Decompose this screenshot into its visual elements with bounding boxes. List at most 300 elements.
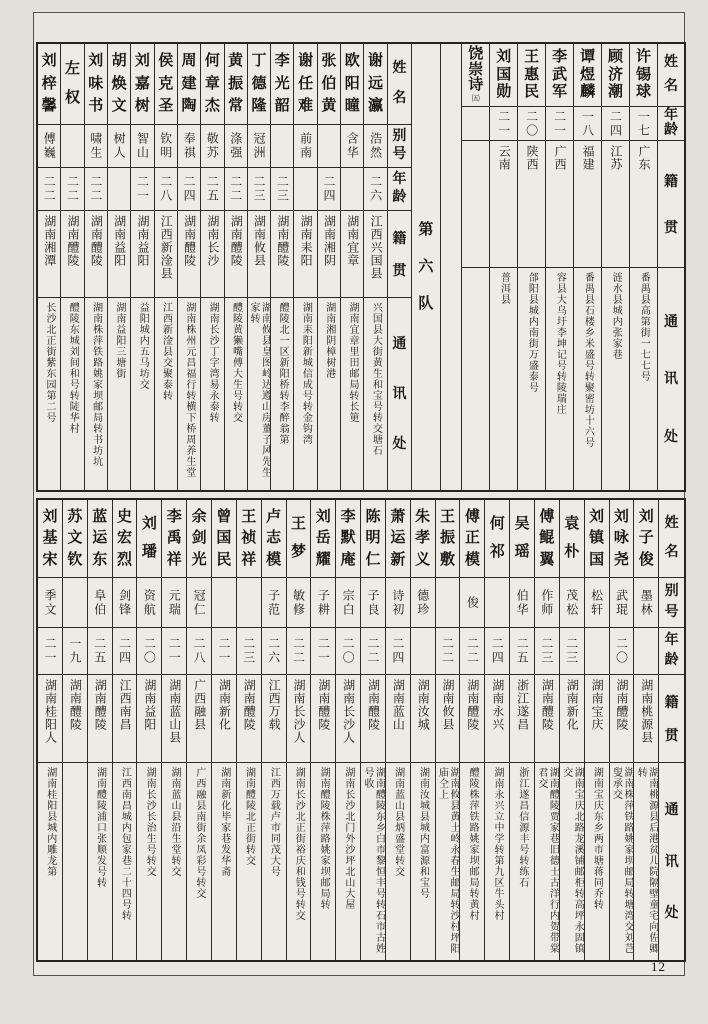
char: 处	[392, 437, 407, 452]
char: 李	[340, 508, 356, 525]
char: 曈	[344, 97, 360, 114]
name-cell	[341, 44, 363, 124]
name-cell	[490, 44, 517, 106]
person-origin-text: 湖南醴陵	[93, 679, 108, 731]
char: 克	[158, 75, 174, 92]
origin-cell	[155, 210, 177, 297]
person-address-text: 益阳城内五马坊交	[137, 302, 149, 390]
header-origin-label	[659, 679, 684, 762]
char: 籍	[392, 232, 407, 247]
char: 军	[552, 84, 568, 101]
char: 李	[552, 48, 568, 65]
person-column	[60, 44, 83, 490]
name-cell	[585, 500, 609, 577]
person-origin-text: 湖南新化	[565, 679, 580, 731]
char: 诗	[468, 76, 484, 93]
person-name	[411, 503, 435, 574]
char: 剑	[191, 530, 207, 546]
person-name	[436, 503, 460, 574]
person-column	[154, 44, 177, 490]
person-name	[63, 503, 87, 574]
person-name	[490, 47, 517, 103]
person-name	[131, 47, 153, 121]
char: 岳	[315, 530, 331, 546]
person-column	[62, 500, 87, 960]
char: 贯	[663, 220, 678, 236]
person-alias-text: 松轩	[589, 588, 604, 617]
person-address-text: 湖南株萍铁路姚家坝邮局转塘湾交刘芑叟承交	[610, 767, 633, 954]
origin-cell	[436, 674, 460, 762]
char: 刘	[315, 508, 331, 525]
person-column	[360, 500, 385, 960]
alias-cell	[364, 124, 386, 167]
char: 刘	[88, 53, 104, 70]
alias-cell	[271, 124, 293, 167]
char: 谢	[298, 53, 314, 70]
person-name	[630, 47, 657, 103]
name-cell	[485, 500, 509, 577]
char: 刘	[589, 508, 605, 525]
alias-cell	[38, 577, 62, 627]
char: 通	[663, 314, 678, 330]
address-cell	[659, 762, 684, 960]
age-cell	[361, 627, 385, 674]
char: 谭	[580, 48, 596, 65]
person-age-text: 二三	[275, 175, 290, 203]
person-name	[518, 47, 545, 103]
person-alias-text: 子耕	[316, 588, 331, 617]
char: 籍	[664, 696, 679, 712]
person-address-text: 醴陵黄獭嘴傅大生号转交	[230, 302, 242, 423]
char: 味	[88, 75, 104, 92]
person-address-text: 容县大乌圩李坤记号转陵瑞庄	[554, 272, 566, 415]
age-cell	[162, 627, 186, 674]
name-cell	[659, 500, 684, 577]
name-cell	[560, 500, 584, 577]
char: 苏	[67, 508, 83, 525]
origin-cell	[610, 674, 634, 762]
name-cell	[318, 44, 340, 124]
origin-cell	[388, 210, 411, 297]
age-cell	[560, 627, 584, 674]
person-age-text: 二一	[43, 637, 58, 665]
person-alias-text: 钦明	[158, 132, 173, 160]
header-column	[658, 500, 684, 960]
char: 许	[635, 48, 651, 65]
person-column	[609, 500, 634, 960]
origin-cell	[585, 674, 609, 762]
person-alias-text: 剑锋	[117, 588, 132, 617]
origin-cell	[336, 674, 360, 762]
char: 王	[440, 508, 456, 525]
char: 锡	[635, 66, 651, 83]
char: 龄	[663, 123, 678, 139]
char: 史	[117, 508, 133, 525]
person-alias-text: 傅巍	[42, 132, 57, 160]
person-origin-text: 湖南宜章	[345, 215, 360, 267]
person-name	[287, 503, 311, 574]
address-cell	[85, 297, 107, 490]
person-name	[546, 47, 573, 103]
age-cell	[155, 167, 177, 210]
person-address-text: 浙江遂昌信源丰号转练石	[516, 767, 528, 888]
person-alias-text: 树人	[112, 132, 127, 160]
alias-cell	[610, 577, 634, 627]
char: 煜	[580, 66, 596, 83]
char: 耀	[315, 551, 331, 568]
char: 庵	[340, 551, 356, 568]
origin-cell	[61, 210, 83, 297]
address-cell	[630, 267, 657, 490]
age-cell	[262, 627, 286, 674]
person-column	[559, 500, 584, 960]
address-cell	[602, 267, 629, 490]
person-name	[248, 47, 270, 121]
char: 烈	[117, 551, 133, 568]
char: 正	[464, 530, 480, 546]
char: 杰	[204, 97, 220, 114]
char: 处	[663, 429, 678, 445]
person-name	[88, 503, 112, 574]
person-origin-text: 湖南醴陵	[540, 679, 555, 731]
alias-cell	[411, 577, 435, 627]
name-cell	[630, 44, 657, 106]
char: 姓	[664, 516, 679, 532]
person-column	[211, 500, 236, 960]
header-age-label	[388, 168, 411, 210]
person-address-text: 湖南宝庆东乡两市塘蒋同乔转	[591, 767, 603, 910]
name-cell	[212, 500, 236, 577]
age-cell	[386, 627, 410, 674]
char: 号	[392, 147, 407, 163]
address-cell	[610, 762, 634, 960]
person-name	[113, 503, 137, 574]
person-age-text: 二一	[167, 637, 182, 665]
person-age-text: 二八	[158, 175, 173, 203]
alias-cell	[634, 577, 658, 627]
name-cell	[411, 500, 435, 577]
address-cell	[63, 762, 87, 960]
char: 咏	[613, 530, 629, 546]
person-origin-text: 湖南湘潭	[42, 215, 57, 267]
origin-cell	[271, 210, 293, 297]
person-alias-text: 子良	[366, 588, 380, 617]
person-column	[410, 500, 435, 960]
person-address-text: 湖南长沙长治生号转交	[144, 767, 156, 877]
name-cell	[518, 44, 545, 106]
person-address-text: 涟水县城内张家巷	[610, 272, 622, 360]
person-address-text: 湖南长沙北门外沙坪北山大屋	[342, 767, 354, 910]
char: 饶	[468, 46, 484, 63]
person-name	[510, 503, 534, 574]
person-name	[602, 47, 629, 103]
person-age-text: 二一	[135, 175, 150, 203]
char: 光	[191, 551, 207, 568]
age-cell	[546, 106, 573, 140]
roster-table-top	[36, 42, 686, 492]
char: 运	[390, 530, 406, 546]
char: 瑶	[514, 544, 530, 561]
person-address-text: 番禺县石楼乡米盛号转聚密坊十六号	[582, 272, 594, 448]
char: 梓	[41, 75, 57, 92]
alias-cell	[287, 577, 311, 627]
person-age-text: 二一	[496, 109, 511, 138]
person-age-text: 二二	[65, 175, 80, 203]
char: 讯	[392, 387, 407, 402]
alias-cell	[436, 577, 460, 627]
char: 王	[241, 508, 257, 525]
alias-cell	[535, 577, 559, 627]
alias-cell	[294, 124, 316, 167]
char: 刘	[42, 508, 58, 525]
person-alias-text: 敏修	[291, 588, 306, 617]
alias-cell	[510, 577, 534, 627]
address-cell	[108, 297, 130, 490]
char: 别	[392, 128, 407, 144]
alias-cell	[85, 124, 107, 167]
person-address-text: 湖南醴陵株萍路姚家坝邮局转	[318, 767, 330, 910]
person-age-text: 二四	[321, 175, 336, 203]
origin-cell	[658, 140, 684, 267]
person-name	[61, 47, 83, 121]
char: 顾	[608, 48, 624, 65]
name-cell	[336, 500, 360, 577]
char: 俊	[638, 551, 654, 568]
person-address-text: 湖南宝庆北路龙溪铺邮柜转高坪永固镇交	[560, 767, 584, 954]
char: 崇	[468, 61, 484, 78]
person-address-text: 湖南长沙丁字湾易永泰转	[207, 302, 219, 423]
char: 嘉	[134, 75, 150, 92]
age-cell	[341, 167, 363, 210]
origin-cell	[287, 674, 311, 762]
char: 通	[664, 803, 679, 819]
age-cell	[294, 167, 316, 210]
origin-cell	[361, 674, 385, 762]
person-origin-text: 湖南醴陵	[366, 679, 381, 731]
char: 欧	[344, 53, 360, 70]
person-name	[201, 47, 223, 121]
person-age-text: 二五	[205, 175, 220, 203]
name-cell	[248, 44, 270, 124]
person-age-text: 二一	[216, 637, 231, 665]
person-address-text: 广西融县南街余凤彩号转交	[193, 767, 205, 899]
address-cell	[535, 762, 559, 960]
char: 龄	[392, 190, 407, 206]
person-column	[200, 44, 223, 490]
char: 国	[589, 551, 605, 568]
roster-table-bottom	[36, 498, 686, 962]
age-cell	[187, 627, 211, 674]
name-cell	[108, 44, 130, 124]
origin-cell	[634, 674, 658, 762]
name-cell	[113, 500, 137, 577]
origin-cell	[187, 674, 211, 762]
origin-cell	[178, 210, 200, 297]
char: 蓝	[92, 508, 108, 525]
alias-cell	[386, 577, 410, 627]
alias-cell	[225, 124, 247, 167]
char: 李	[166, 508, 182, 525]
address-cell	[88, 762, 112, 960]
char: 朴	[564, 544, 580, 561]
person-alias-text: 冠洲	[252, 132, 266, 160]
age-cell	[88, 627, 112, 674]
person-address-text: 湖南株萍铁路姚家坝邮局转书坊坑	[90, 302, 102, 467]
address-cell	[460, 762, 484, 960]
char: 德	[251, 75, 267, 92]
person-origin-text: 湖南永兴	[490, 679, 505, 731]
age-cell	[248, 167, 270, 210]
alias-cell	[61, 124, 83, 167]
char: 济	[608, 66, 624, 83]
alias-cell	[131, 124, 153, 167]
char: 胡	[111, 53, 127, 70]
address-cell	[294, 297, 316, 490]
origin-cell	[535, 674, 559, 762]
person-name	[155, 47, 177, 121]
person-age-text: 二三	[252, 175, 266, 203]
char: 名	[664, 544, 679, 560]
char: 潮	[608, 84, 624, 101]
char: 禹	[166, 530, 182, 546]
person-column	[534, 500, 559, 960]
person-column	[584, 500, 609, 960]
person-alias-text: 含华	[345, 132, 360, 160]
name-cell	[155, 44, 177, 124]
address-cell	[388, 297, 411, 490]
person-age-text: 二六	[266, 637, 281, 665]
person-address-text: 湖南醴陵贾家巷旧德士古洋行内贺带棠君交	[535, 767, 559, 954]
person-address-text: 湖南湘阴樟树港	[323, 302, 335, 379]
origin-cell	[460, 674, 484, 762]
person-origin-text: 福建	[581, 145, 596, 171]
age-cell	[287, 627, 311, 674]
person-name	[361, 503, 385, 574]
person-origin-text: 湖南长沙	[205, 215, 220, 267]
char: 何	[204, 53, 220, 70]
origin-cell	[311, 674, 335, 762]
person-age-text: 二二	[440, 637, 455, 665]
alias-cell	[388, 124, 411, 167]
address-cell	[318, 297, 340, 490]
person-origin-text: 湖南新化	[217, 679, 232, 731]
char: 名	[392, 90, 407, 106]
char: 年	[664, 633, 679, 648]
header-column	[657, 44, 684, 490]
person-origin-text: 湖南醴陵	[89, 215, 104, 267]
name-cell	[386, 500, 410, 577]
name-cell	[262, 500, 286, 577]
char: 左	[64, 60, 80, 77]
address-cell	[262, 762, 286, 960]
person-origin-text: 湖南益阳	[135, 215, 150, 267]
name-cell	[162, 500, 186, 577]
char: 名	[663, 78, 678, 94]
person-column	[293, 44, 316, 490]
person-column	[286, 500, 311, 960]
person-column	[261, 500, 286, 960]
age-cell	[113, 627, 137, 674]
alias-cell	[659, 577, 684, 627]
char: 韶	[274, 97, 290, 114]
alias-cell	[178, 124, 200, 167]
alias-cell	[212, 577, 236, 627]
address-cell	[38, 297, 60, 490]
origin-cell	[411, 674, 435, 762]
char: 伯	[321, 75, 337, 92]
header-origin-label	[388, 215, 411, 297]
char: 黄	[321, 97, 337, 114]
name-cell	[38, 500, 62, 577]
person-origin-text: 湖南攸县	[252, 215, 267, 267]
alias-cell	[460, 577, 484, 627]
name-cell	[388, 44, 411, 124]
header-name-label	[658, 47, 684, 103]
char: 勋	[496, 84, 512, 101]
person-origin-text: 广东	[636, 145, 651, 171]
age-cell	[634, 627, 658, 674]
char: 球	[635, 84, 651, 101]
name-cell	[88, 500, 112, 577]
person-address-text: 湖南桃源县后港贫儿院隔壁童宅向佐卿转	[635, 767, 658, 954]
char: 璠	[141, 544, 157, 561]
address-cell	[287, 762, 311, 960]
name-cell	[361, 500, 385, 577]
char: 武	[552, 66, 568, 83]
person-alias-text: 浩然	[368, 132, 383, 160]
person-column	[459, 500, 484, 960]
char: 号	[664, 605, 679, 620]
address-cell	[485, 762, 509, 960]
person-column	[435, 500, 460, 960]
person-age-text: 二三	[539, 637, 554, 665]
char: 章	[204, 75, 220, 92]
person-address-text: 普洱县	[498, 272, 510, 305]
person-address-text: 湖南攸县皇图岭达遵山房董子风先生家转	[248, 302, 271, 478]
name-cell	[178, 44, 200, 124]
origin-cell	[462, 140, 489, 267]
char: 龄	[664, 653, 679, 668]
address-cell	[311, 762, 335, 960]
person-column	[545, 44, 573, 490]
age-cell	[411, 627, 435, 674]
char: 祥	[241, 551, 257, 568]
char: 阳	[344, 75, 360, 92]
char: 刘	[638, 508, 654, 525]
person-address-text: 江西万载卢市同茂大号	[268, 767, 280, 877]
person-age-text: 二三	[564, 637, 579, 665]
origin-cell	[386, 674, 410, 762]
person-origin-text: 湖南醴陵	[182, 215, 197, 267]
name-cell	[287, 500, 311, 577]
char: 翼	[539, 551, 555, 568]
person-name	[364, 47, 386, 121]
person-address-text: 郃阳县城内南街万盛泰号	[526, 272, 538, 393]
char: 王	[290, 515, 306, 532]
alias-cell	[237, 577, 261, 627]
char: 通	[392, 337, 407, 352]
alias-cell	[311, 577, 335, 627]
person-alias-text: 冠仁	[192, 588, 207, 617]
char: 梦	[290, 544, 306, 561]
person-origin-text: 湖南攸县	[441, 679, 456, 731]
name-cell	[38, 44, 60, 124]
origin-cell	[262, 674, 286, 762]
person-alias-text: 子范	[266, 588, 281, 617]
person-age-text: 二二	[291, 637, 306, 665]
person-alias-text: 季文	[43, 588, 58, 617]
person-origin-text: 湖南湘阴	[322, 215, 337, 267]
